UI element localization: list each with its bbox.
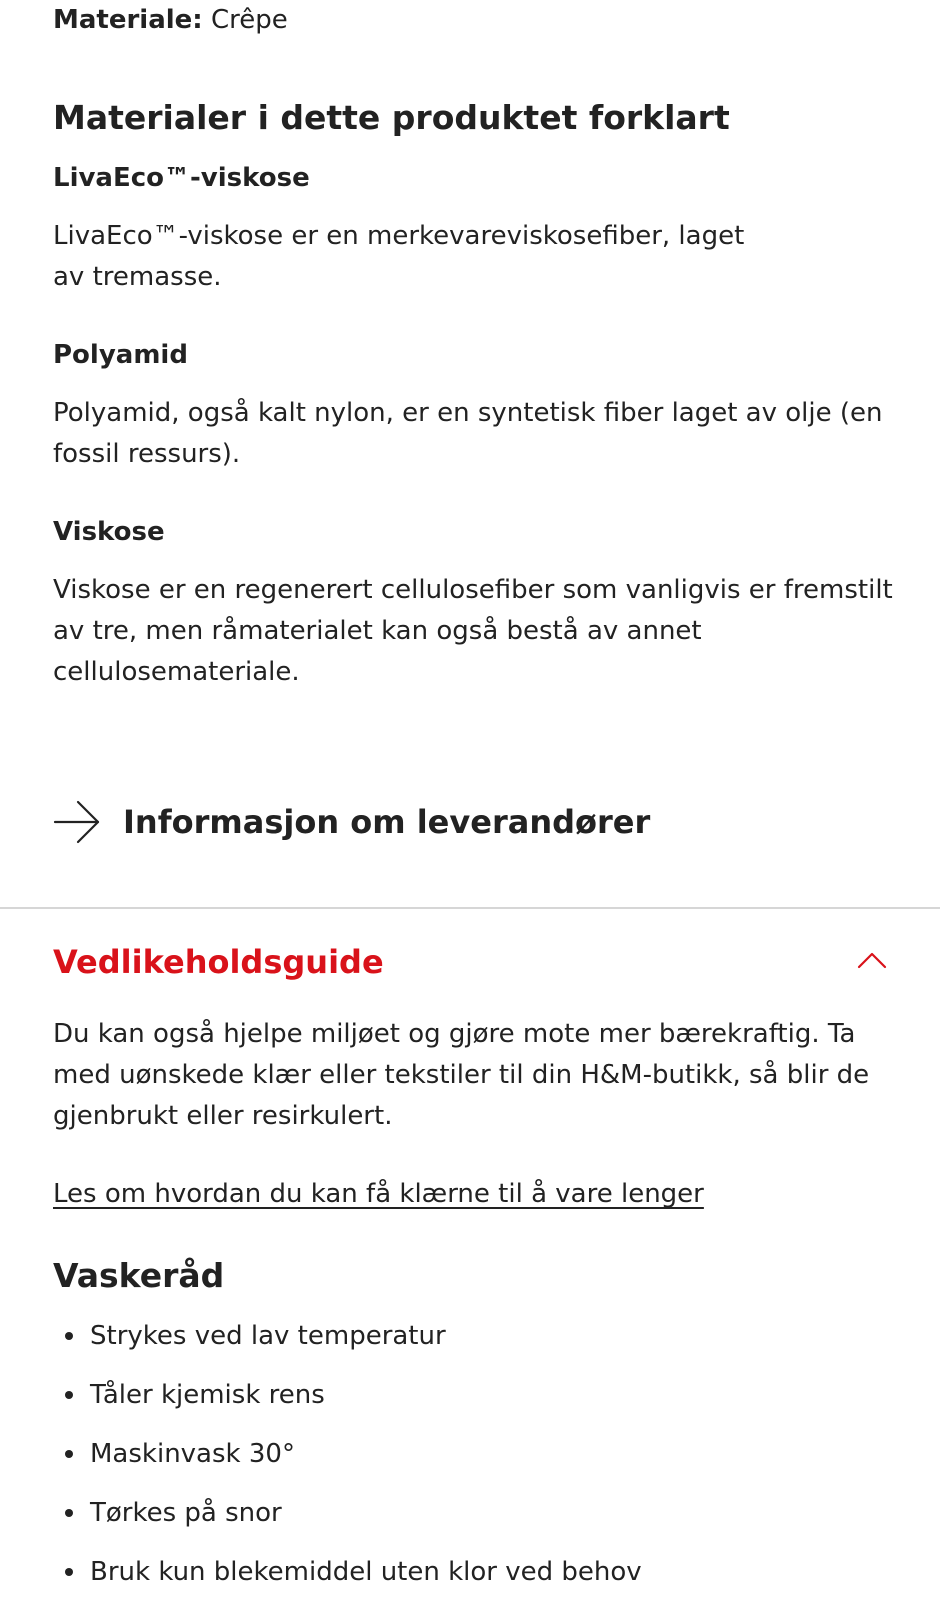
care-guide-accordion-header[interactable] bbox=[53, 938, 887, 986]
care-longevity-link[interactable]: Les om hvordan du kan få klærne til å vare lenger bbox=[53, 1179, 704, 1209]
care-guide-text bbox=[53, 1014, 893, 1137]
wash-item-text: Tørkes på snor bbox=[90, 1498, 282, 1528]
care-line: gjenbrukt eller resirkulert. bbox=[53, 1101, 393, 1131]
desc-line: av tre, men råmaterialet kan også bestå av annet bbox=[53, 616, 702, 646]
arrow-right-icon bbox=[53, 798, 101, 846]
list-item bbox=[53, 1318, 642, 1377]
section-divider bbox=[0, 907, 940, 909]
supplier-info-label: Informasjon om leverandører bbox=[123, 803, 651, 841]
care-guide-title: Vedlikeholdsguide bbox=[53, 943, 384, 981]
material-value: Crêpe bbox=[210, 5, 288, 35]
list-item bbox=[53, 1495, 642, 1554]
wash-item-text: Strykes ved lav temperatur bbox=[90, 1321, 446, 1351]
material-name-polyamid: Polyamid bbox=[53, 340, 188, 370]
supplier-info-link[interactable] bbox=[53, 796, 650, 848]
care-line: med uønskede klær eller tekstiler til din H&M-butikk, så blir de bbox=[53, 1060, 870, 1090]
wash-item-text: Bruk kun blekemiddel uten klor ved behov bbox=[90, 1557, 642, 1587]
wash-item-text: Tåler kjemisk rens bbox=[90, 1380, 325, 1410]
bullet-icon bbox=[65, 1568, 73, 1576]
bullet-icon bbox=[65, 1509, 73, 1517]
list-item bbox=[53, 1377, 642, 1436]
material-name-livaeco: LivaEco™-viskose bbox=[53, 163, 310, 193]
desc-line: Polyamid, også kalt nylon, er en syntetisk fiber laget av olje (en bbox=[53, 398, 883, 428]
list-item bbox=[53, 1436, 642, 1495]
material-line bbox=[53, 2, 288, 38]
wash-advice-list bbox=[53, 1318, 642, 1613]
material-label: Materiale: bbox=[53, 5, 203, 35]
desc-line: LivaEco™-viskose er en merkevareviskosefiber, laget bbox=[53, 221, 745, 251]
materials-explained-heading: Materialer i dette produktet forklart bbox=[53, 98, 730, 137]
bullet-icon bbox=[65, 1450, 73, 1458]
material-description-viskose bbox=[53, 570, 893, 693]
desc-line: av tremasse. bbox=[53, 262, 222, 292]
material-description-polyamid bbox=[53, 393, 893, 475]
desc-line: cellulosemateriale. bbox=[53, 657, 300, 687]
bullet-icon bbox=[65, 1391, 73, 1399]
material-description-livaeco bbox=[53, 216, 893, 298]
wash-advice-heading: Vaskeråd bbox=[53, 1256, 225, 1295]
list-item bbox=[53, 1554, 642, 1613]
bullet-icon bbox=[65, 1332, 73, 1340]
chevron-up-icon[interactable] bbox=[857, 951, 887, 973]
material-name-viskose: Viskose bbox=[53, 517, 165, 547]
desc-line: Viskose er en regenerert cellulosefiber som vanligvis er fremstilt bbox=[53, 575, 893, 605]
wash-item-text: Maskinvask 30° bbox=[90, 1439, 295, 1469]
desc-line: fossil ressurs). bbox=[53, 439, 241, 469]
care-line: Du kan også hjelpe miljøet og gjøre mote mer bærekraftig. Ta bbox=[53, 1019, 856, 1049]
